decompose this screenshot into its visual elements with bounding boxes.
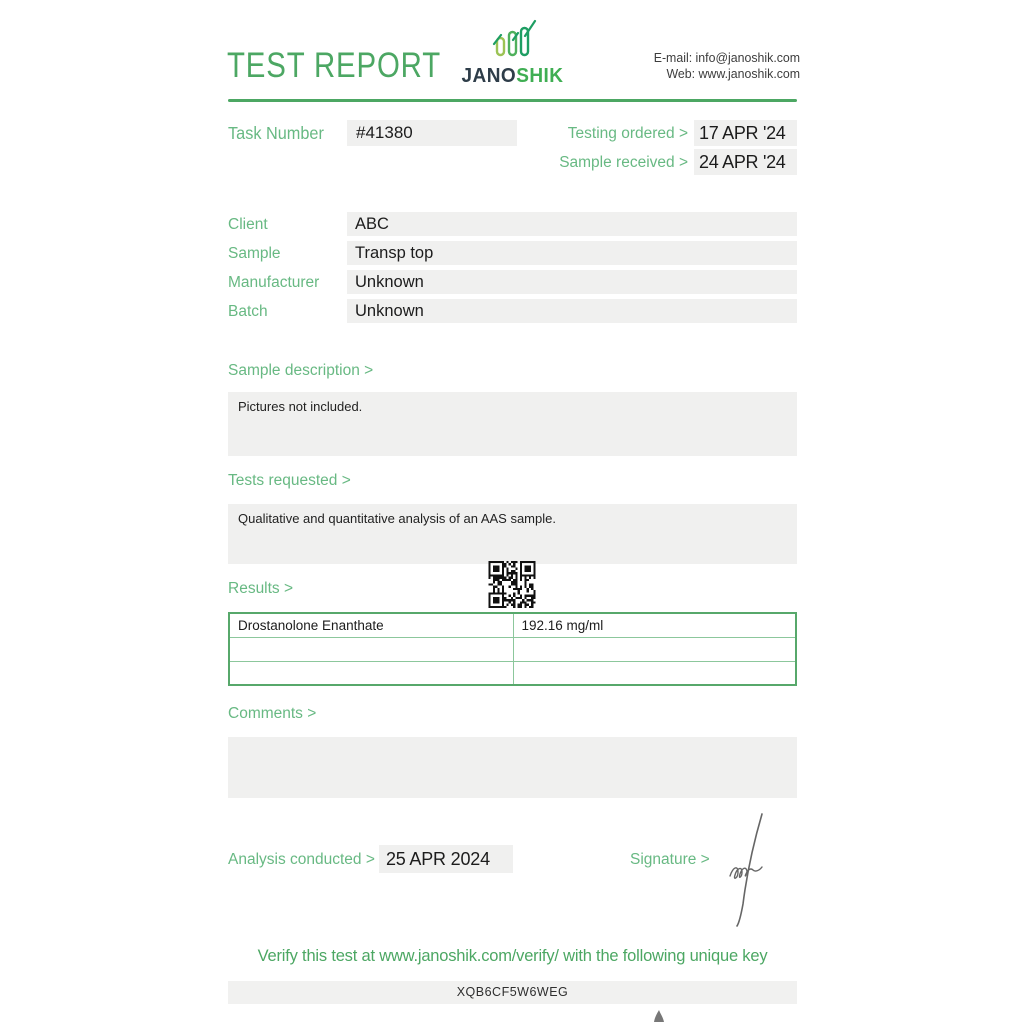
comments-box — [228, 737, 797, 798]
sample-description-label: Sample description > — [228, 362, 374, 379]
results-label: Results > — [228, 580, 294, 597]
table-row — [229, 613, 796, 637]
testing-ordered-value: 17 APR '24 — [694, 120, 797, 146]
manufacturer-value: Unknown — [347, 270, 797, 294]
signature-label: Signature > — [630, 851, 710, 868]
verify-unique-key: XQB6CF5W6WEG — [228, 981, 797, 1004]
verify-instruction: Verify this test at www.janoshik.com/verify/ with the following unique key — [257, 947, 768, 965]
page-title: TEST REPORT — [227, 46, 442, 85]
batch-value: Unknown — [347, 299, 797, 323]
bar-chart-logo-icon — [487, 18, 539, 58]
sample-value: Transp top — [347, 241, 797, 265]
manufacturer-label: Manufacturer — [228, 274, 320, 291]
tests-requested-box — [228, 504, 797, 564]
client-label: Client — [228, 216, 268, 233]
analysis-conducted-label: Analysis conducted > — [228, 851, 375, 868]
table-row — [229, 637, 796, 661]
result-amount: 192.16 mg/ml — [513, 613, 796, 637]
cutoff-logo-mark — [650, 1008, 668, 1024]
table-row — [229, 661, 796, 685]
result-substance: Drostanolone Enanthate — [229, 613, 513, 637]
result-substance — [229, 637, 513, 661]
task-number-value: #41380 — [347, 120, 517, 146]
logo-jano-text: JANO — [461, 65, 517, 87]
signature-scribble — [716, 810, 788, 928]
sample-received-label: Sample received > — [559, 154, 688, 171]
tests-requested-text: Qualitative and quantitative analysis of an AAS sample. — [238, 511, 556, 526]
sample-description-box — [228, 392, 797, 456]
logo-wordmark — [458, 65, 567, 88]
contact-info — [654, 50, 800, 81]
batch-label: Batch — [228, 303, 268, 320]
comments-label: Comments > — [228, 705, 317, 722]
result-amount — [513, 637, 796, 661]
sample-received-value: 24 APR '24 — [694, 149, 797, 175]
sample-description-text: Pictures not included. — [238, 399, 363, 414]
testing-ordered-label: Testing ordered > — [567, 125, 688, 142]
client-value: ABC — [347, 212, 797, 236]
logo-shik-text: SHIK — [516, 65, 564, 87]
header-divider — [228, 99, 797, 102]
tests-requested-label: Tests requested > — [228, 472, 351, 489]
web-line: Web: www.janoshik.com — [666, 65, 800, 81]
analysis-date-value: 25 APR 2024 — [379, 845, 513, 873]
task-number-label: Task Number — [228, 123, 324, 143]
janoshik-logo — [455, 18, 570, 88]
qr-code — [488, 561, 536, 608]
result-amount — [513, 661, 796, 685]
sample-label: Sample — [228, 245, 281, 262]
result-substance — [229, 661, 513, 685]
results-table — [228, 612, 797, 686]
email-line: E-mail: info@janoshik.com — [653, 50, 800, 65]
